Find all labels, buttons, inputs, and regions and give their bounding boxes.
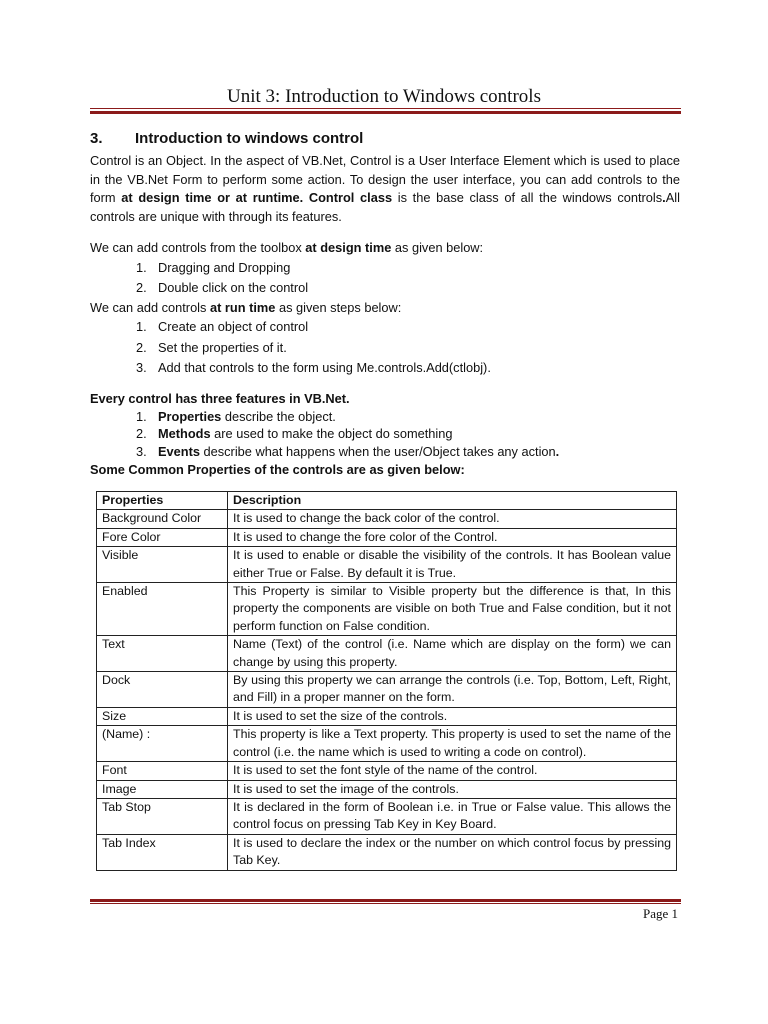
common-properties-heading-text: Some Common Properties of the controls are as given below: [90,462,465,477]
intro-text-3: is the base class of all the windows controls [392,190,663,206]
property-cell: Background Color [97,510,228,528]
list-number: 1. [136,409,147,424]
property-cell: Text [97,636,228,672]
list-text: Add that controls to the form using Me.controls.Add(ctlobj). [158,360,491,375]
list-item [136,425,452,443]
feature-term: Events [158,444,200,459]
table-header-row [97,492,677,510]
intro-bold-1: at design time or at runtime. [121,190,304,206]
header-cell-description: Description [228,492,677,510]
list-item [136,359,491,377]
feature-period: . [555,444,560,459]
intro-text-4: All controls are unique with through its features. [90,190,680,224]
header-cell-properties: Properties [97,492,228,510]
description-cell: It is used to change the back color of the control. [228,510,677,528]
section-heading [90,130,363,147]
table-row [97,762,677,780]
common-properties-heading [90,461,465,479]
description-cell: It is used to set the font style of the name of the control. [228,762,677,780]
list-number: 1. [136,260,147,275]
intro-bold-2: Control class [308,190,393,206]
properties-table [96,491,677,871]
list-item [136,443,559,461]
page-number: Page 1 [642,906,678,921]
description-cell: It is used to declare the index or the number on which control focus by pressing Tab Key. [228,834,677,870]
header-rule-thick [90,111,681,114]
property-cell: Tab Index [97,834,228,870]
property-cell: Image [97,780,228,798]
design-time-lead-tail: as given below: [391,240,484,255]
property-cell: Visible [97,547,228,583]
property-cell: Font [97,762,228,780]
table-row [97,707,677,725]
list-item [136,279,308,297]
description-cell: This Property is similar to Visible property but the difference is that, In this property the components are visible on both True and False condition, but it not perform function on False condition. [228,583,677,636]
feature-term: Methods [158,426,211,441]
design-time-lead-bold: at design time [305,240,392,255]
section-title: Introduction to windows control [135,130,364,147]
run-time-lead-text: We can add controls [90,300,210,315]
description-cell: It is used to set the size of the controls. [228,707,677,725]
list-item [136,318,308,336]
table-row [97,780,677,798]
header-title: Unit 3: Introduction to Windows controls [227,86,541,107]
description-cell: It is declared in the form of Boolean i.e. in True or False value. This allows the control focus on pressing Tab Key in Key Board. [228,798,677,834]
section-number: 3. [90,130,103,147]
footer-rule-thick [90,899,681,902]
design-time-lead [90,239,483,257]
table-row [97,528,677,546]
footer-rule-thin [90,903,681,904]
list-text: Create an object of control [158,319,309,334]
property-cell: Size [97,707,228,725]
features-heading [90,390,350,408]
intro-paragraph [90,152,680,226]
run-time-lead [90,299,401,317]
table-row [97,510,677,528]
intro-bold-3: . [662,190,666,206]
list-item [136,408,336,426]
design-time-lead-text: We can add controls from the toolbox [90,240,306,255]
run-time-lead-bold: at run time [209,300,276,315]
list-text: describe what happens when the user/Object takes any action [199,444,556,459]
feature-term: Properties [158,409,222,424]
list-number: 2. [136,280,147,295]
list-number: 2. [136,340,147,355]
list-number: 1. [136,319,147,334]
table-row [97,834,677,870]
property-cell: Fore Color [97,528,228,546]
table-row [97,798,677,834]
description-cell: It is used to enable or disable the visibility of the controls. It has Boolean value either True or False. By default it is True. [228,547,677,583]
property-cell: Tab Stop [97,798,228,834]
table-row [97,672,677,708]
list-item [136,259,290,277]
property-cell: Enabled [97,583,228,636]
list-item [136,339,287,357]
description-cell: It is used to set the image of the controls. [228,780,677,798]
table-row [97,583,677,636]
table-row [97,726,677,762]
features-heading-text: Every control has three features in VB.Net. [90,391,350,406]
list-text: Dragging and Dropping [158,260,291,275]
intro-text-1: Control is an Object. In the aspect of VB.Net, Control is a User Interface Element which is used to place in the VB.Net Form to perform some action. To design the user interface, you can add controls to the form [90,153,680,206]
list-text: describe the object. [221,409,336,424]
list-number: 2. [136,426,147,441]
property-cell: (Name) : [97,726,228,762]
description-cell: Name (Text) of the control (i.e. Name which are display on the form) we can change by using this property. [228,636,677,672]
description-cell: By using this property we can arrange the controls (i.e. Top, Bottom, Left, Right, and Fill) in a proper manner on the form. [228,672,677,708]
header-rule-thin [90,108,681,109]
description-cell: It is used to change the fore color of the Control. [228,528,677,546]
table-row [97,636,677,672]
table-row [97,547,677,583]
property-cell: Dock [97,672,228,708]
list-text: are used to make the object do something [210,426,453,441]
list-number: 3. [136,444,147,459]
list-text: Set the properties of it. [158,340,287,355]
description-cell: This property is like a Text property. This property is used to set the name of the control (i.e. the name which is used to writing a code on control). [228,726,677,762]
list-text: Double click on the control [158,280,309,295]
run-time-lead-tail: as given steps below: [275,300,402,315]
list-number: 3. [136,360,147,375]
